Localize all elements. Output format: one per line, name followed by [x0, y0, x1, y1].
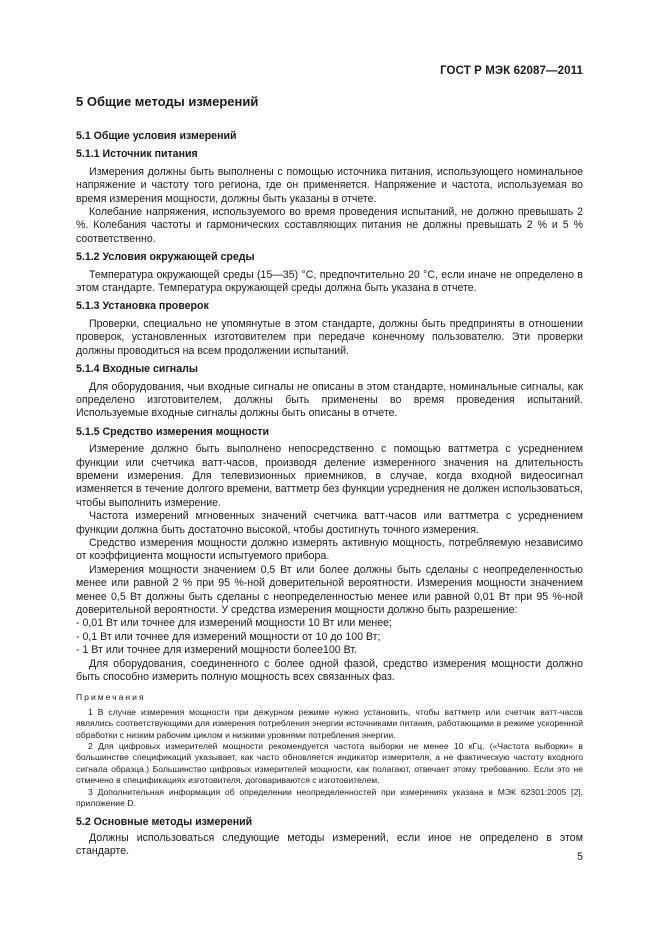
note-2: 2 Для цифровых измерителей мощности рекомендуется частота выборки не менее 10 кГц. («Частота выборки» в большинстве спецификаций указывает, как часто обновляется индикатор измерителя, а не фактическую частоту входного сигнала образца.) Большинство цифровых измерителей мощности, как полагают, отвечает этому требованию. Если это не отмечено в спецификациях изготовителя, договариваются с изготовителем.	[76, 741, 583, 786]
paragraph: Измерения должны быть выполнены с помощью источника питания, использующего номинальное напряжение и частоту того региона, где он применяется. Напряжение и частота, используемая во время измерения мощности, должны быть указаны в отчете.	[76, 165, 583, 205]
paragraph: Измерение должно быть выполнено непосредственно с помощью ваттметра с усреднением функции или счетчика ватт-часов, производя деление измеренного значения на длительность времени измерения. Для телевизионных приемников, в случае, когда входной видеосигнал изменяется в течение долгого времени, ваттметр без функции усреднения не должен использоваться, чтобы выполнить измерение.	[76, 443, 583, 509]
section-title: 5 Общие методы измерений	[76, 94, 259, 109]
paragraph: Измерения мощности значением 0,5 Вт или более должны быть сделаны с неопределенностью менее или равной 2 % при 95 %-ной доверительной вероятности. Измерения мощности значением менее 0,5 Вт должны быть сделаны с неопределенностью менее или равной 0,01 Вт при 95 %-ной доверительной вероятности. У средства измерения мощности должно быть разрешение:	[76, 563, 583, 616]
paragraph: Средство измерения мощности должно измерять активную мощность, потребляемую независимо от коэффициента мощности испытуемого прибора.	[76, 536, 583, 563]
paragraph: Должны использоваться следующие методы измерений, если иное не определено в этом стандарте.	[76, 831, 583, 858]
subsection-5-2-title: 5.2 Основные методы измерений	[76, 815, 253, 828]
clause-5-1-5-title: 5.1.5 Средство измерения мощности	[76, 425, 270, 438]
subsection-5-1-title: 5.1 Общие условия измерений	[76, 130, 237, 142]
note-1: 1 В случае измерения мощности при дежурном режиме нужно установить, чтобы ваттметр или счетчик ватт-часов являлись соответствующими для измерения потребления энергии источниками питания, работающими в режиме ускоренной обработки с низким рабочим циклом и низкими уровнями потребления энергии.	[76, 706, 583, 740]
list-item: - 1 Вт или точнее для измерений мощности более100 Вт.	[76, 644, 357, 657]
list-item: - 0,1 Вт или точнее для измерений мощности от 10 до 100 Вт;	[76, 630, 381, 643]
notes-title: Примечания	[76, 692, 146, 703]
clause-5-1-2-title: 5.1.2 Условия окружающей среды	[76, 251, 255, 264]
paragraph: Температура окружающей среды (15—35) °С, предпочтительно 20 °С, если иначе не определено в этом стандарте. Температура окружающей среды должна быть указана в отчете.	[76, 268, 583, 295]
clause-5-1-4-title: 5.1.4 Входные сигналы	[76, 363, 198, 376]
paragraph: Колебание напряжения, используемого во время проведения испытаний, не должно превышать 2 %. Колебания частоты и гармонических составляющих питания не должны превышать 2 % и 5 % соответственно.	[76, 206, 583, 245]
resolution-list	[76, 617, 583, 657]
document-header: ГОСТ Р МЭК 62087—2011	[440, 65, 583, 77]
clause-5-1-1-title: 5.1.1 Источник питания	[76, 148, 198, 161]
paragraph: Для оборудования, чьи входные сигналы не описаны в этом стандарте, номинальные сигналы, как определено изготовителем, должны быть применены во время проведения испытаний. Используемые входные сигналы должны быть описаны в отчете.	[76, 380, 583, 420]
notes-block	[76, 692, 583, 809]
note-3: 3 Дополнительная информация об определении неопределенностей при измерениях указана в МЭК 62301:2005 [2], приложение D.	[76, 786, 583, 809]
list-item: - 0,01 Вт или точнее для измерений мощности 10 Вт или менее;	[76, 617, 392, 630]
paragraph: Для оборудования, соединенного с более одной фазой, средство измерения мощности должно быть способно измерить полную мощность всех связанных фаз.	[76, 657, 583, 684]
paragraph: Частота измерений мгновенных значений счетчика ватт-часов или ваттметра с усреднением функции должна быть достаточно высокой, чтобы достигнуть точного измерения.	[76, 510, 583, 536]
page-number: 5	[577, 851, 583, 863]
paragraph: Проверки, специально не упомянутые в этом стандарте, должны быть предприняты в отношении проверок, установленных изготовителем при передаче конечному пользователю. Эти проверки должны проводиться на всем продолжении испытаний.	[76, 317, 583, 357]
page-content	[76, 94, 583, 859]
clause-5-1-3-title: 5.1.3 Установка проверок	[76, 300, 209, 313]
